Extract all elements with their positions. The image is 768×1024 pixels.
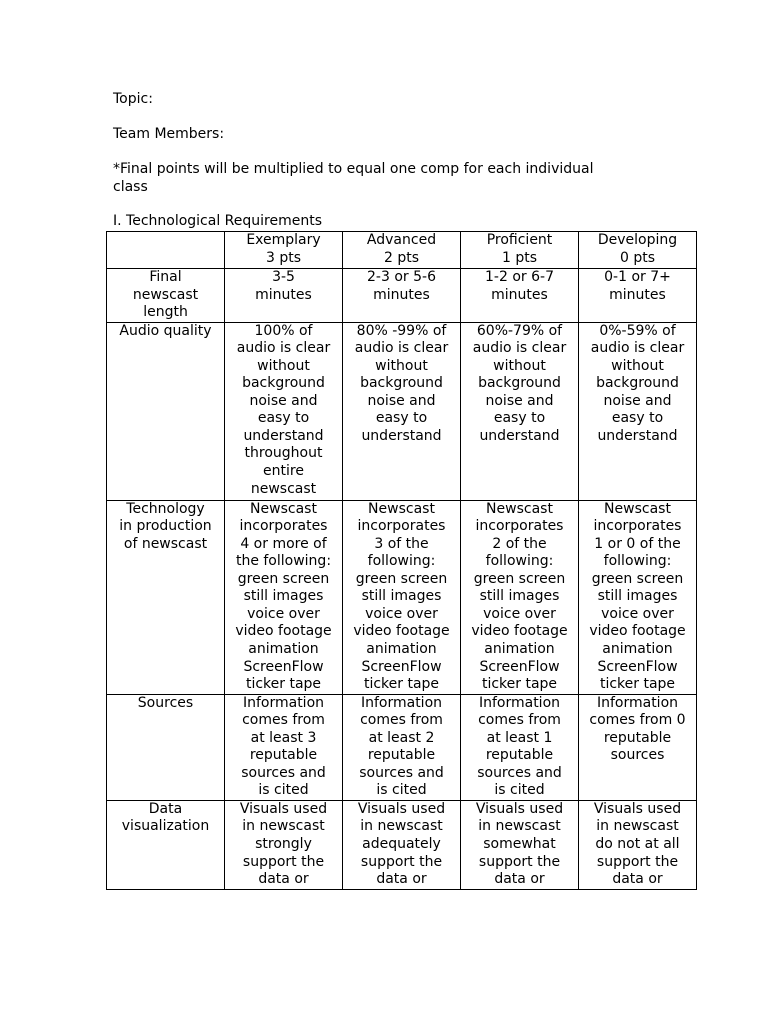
cell-text-line: in newscast: [360, 818, 443, 835]
section-title: I. Technological Requirements: [113, 213, 323, 229]
points-note-line: *Final points will be multiplied to equal one comp for each individual: [113, 161, 594, 177]
cell-text-line: in production: [119, 518, 212, 535]
cell-text-line: 4 or more of: [240, 535, 327, 552]
cell-text-line: data or: [494, 871, 545, 888]
table-row: [107, 694, 697, 800]
cell-text-line: comes from: [360, 712, 443, 729]
cell-text-line: 0%-59% of: [599, 322, 676, 339]
cell-text-line: support the: [478, 853, 561, 870]
rubric-level-header: [343, 232, 461, 269]
cell-text-line: background: [596, 375, 679, 392]
rubric-criterion-cell: [107, 800, 225, 889]
cell-text-line: newscast: [132, 286, 199, 303]
rubric-header-row: [107, 232, 697, 269]
rubric-descriptor-cell: [461, 269, 579, 323]
cell-text-line: video footage: [589, 623, 686, 640]
rubric-descriptor-cell: [225, 500, 343, 694]
cell-text-line: Advanced: [366, 232, 437, 248]
cell-text-line: data or: [258, 871, 309, 888]
cell-text-line: Visuals used: [239, 800, 328, 817]
cell-text-line: support the: [360, 853, 443, 870]
cell-text-line: without: [257, 357, 310, 374]
cell-text-line: incorporates: [593, 518, 682, 535]
cell-text-line: ScreenFlow: [597, 658, 678, 675]
cell-text-line: video footage: [353, 623, 450, 640]
cell-text-line: is cited: [494, 782, 545, 799]
cell-text-line: ticker tape: [599, 676, 676, 693]
cell-text-line: background: [360, 375, 443, 392]
cell-text-line: sources and: [359, 764, 444, 781]
points-note: [113, 161, 653, 196]
cell-text-line: strongly: [255, 836, 312, 853]
table-row: [107, 269, 697, 323]
cell-text-line: newscast: [250, 480, 317, 497]
table-row: [107, 800, 697, 889]
cell-text-line: Audio quality: [119, 322, 212, 339]
cell-text-line: Visuals used: [357, 800, 446, 817]
cell-text-line: noise and: [249, 392, 318, 409]
cell-text-line: 1 pts: [501, 249, 538, 266]
cell-text-line: audio is clear: [236, 340, 331, 357]
rubric-descriptor-cell: [461, 500, 579, 694]
cell-text-line: of newscast: [123, 535, 208, 552]
rubric-criterion-cell: [107, 694, 225, 800]
cell-text-line: incorporates: [239, 518, 328, 535]
rubric-criterion-cell: [107, 269, 225, 323]
rubric-descriptor-cell: [461, 322, 579, 500]
cell-text-line: voice over: [483, 605, 556, 622]
rubric-descriptor-cell: [343, 322, 461, 500]
cell-text-line: background: [242, 375, 325, 392]
cell-text-line: following:: [603, 553, 672, 570]
cell-text-line: comes from 0: [589, 712, 686, 729]
cell-text-line: ScreenFlow: [243, 658, 324, 675]
cell-text-line: reputable: [603, 729, 672, 746]
cell-text-line: Developing: [597, 232, 678, 248]
rubric-descriptor-cell: [579, 500, 697, 694]
team-members-label: Team Members:: [113, 126, 225, 142]
cell-text-line: video footage: [471, 623, 568, 640]
cell-text-line: still images: [597, 588, 678, 605]
cell-text-line: in newscast: [596, 818, 679, 835]
rubric-level-header: [461, 232, 579, 269]
cell-text-line: Newscast: [604, 500, 671, 517]
rubric-table: [106, 231, 697, 890]
cell-text-line: minutes: [609, 286, 666, 303]
cell-text-line: noise and: [485, 392, 554, 409]
rubric-descriptor-cell: [225, 322, 343, 500]
cell-text-line: Exemplary: [246, 232, 321, 248]
cell-text-line: Newscast: [486, 500, 553, 517]
rubric-descriptor-cell: [225, 694, 343, 800]
rubric-corner-cell: [107, 232, 225, 269]
rubric-descriptor-cell: [343, 800, 461, 889]
cell-text-line: at least 2: [368, 729, 435, 746]
cell-text-line: in newscast: [242, 818, 325, 835]
cell-text-line: easy to: [257, 410, 310, 427]
table-row: [107, 500, 697, 694]
cell-text-line: support the: [242, 853, 325, 870]
cell-text-line: still images: [243, 588, 324, 605]
cell-text-line: green screen: [237, 570, 330, 587]
cell-text-line: Visuals used: [475, 800, 564, 817]
cell-text-line: throughout: [244, 445, 323, 462]
cell-text-line: sources and: [241, 764, 326, 781]
cell-text-line: is cited: [258, 782, 309, 799]
cell-text-line: Newscast: [250, 500, 317, 517]
cell-text-line: adequately: [362, 836, 441, 853]
cell-text-line: Newscast: [368, 500, 435, 517]
cell-text-line: without: [375, 357, 428, 374]
cell-text-line: 2 of the: [492, 535, 547, 552]
cell-text-line: support the: [596, 853, 679, 870]
cell-text-line: reputable: [367, 747, 436, 764]
cell-text-line: the following:: [235, 553, 332, 570]
table-row: [107, 322, 697, 500]
cell-text-line: ticker tape: [481, 676, 558, 693]
cell-text-line: 0-1 or 7+: [604, 269, 671, 285]
cell-text-line: reputable: [485, 747, 554, 764]
cell-text-line: comes from: [242, 712, 325, 729]
cell-text-line: audio is clear: [590, 340, 685, 357]
cell-text-line: following:: [367, 553, 436, 570]
cell-text-line: incorporates: [475, 518, 564, 535]
cell-text-line: length: [143, 304, 188, 321]
cell-text-line: incorporates: [357, 518, 446, 535]
cell-text-line: data or: [376, 871, 427, 888]
cell-text-line: somewhat: [483, 836, 556, 853]
rubric-descriptor-cell: [461, 694, 579, 800]
cell-text-line: visualization: [121, 818, 210, 835]
rubric-descriptor-cell: [343, 269, 461, 323]
cell-text-line: ScreenFlow: [361, 658, 442, 675]
cell-text-line: 2 pts: [383, 249, 420, 266]
rubric-level-header: [225, 232, 343, 269]
cell-text-line: noise and: [603, 392, 672, 409]
cell-text-line: 1 or 0 of the: [594, 535, 681, 552]
cell-text-line: Information: [478, 694, 561, 711]
cell-text-line: green screen: [473, 570, 566, 587]
rubric-descriptor-cell: [579, 269, 697, 323]
cell-text-line: is cited: [376, 782, 427, 799]
cell-text-line: Data: [148, 800, 183, 817]
topic-label: Topic:: [113, 91, 153, 107]
cell-text-line: animation: [484, 641, 555, 658]
cell-text-line: 3 pts: [265, 249, 302, 266]
cell-text-line: 80% -99% of: [356, 322, 447, 339]
rubric-descriptor-cell: [343, 500, 461, 694]
cell-text-line: voice over: [365, 605, 438, 622]
rubric-descriptor-cell: [579, 694, 697, 800]
cell-text-line: understand: [479, 427, 560, 444]
cell-text-line: entire: [263, 463, 304, 480]
cell-text-line: understand: [361, 427, 442, 444]
cell-text-line: Visuals used: [593, 800, 682, 817]
cell-text-line: animation: [366, 641, 437, 658]
cell-text-line: 100% of: [254, 322, 313, 339]
cell-text-line: Proficient: [486, 232, 553, 248]
cell-text-line: audio is clear: [354, 340, 449, 357]
cell-text-line: green screen: [355, 570, 448, 587]
cell-text-line: animation: [602, 641, 673, 658]
cell-text-line: 1-2 or 6-7: [485, 269, 554, 285]
rubric-criterion-cell: [107, 500, 225, 694]
cell-text-line: ticker tape: [245, 676, 322, 693]
cell-text-line: easy to: [611, 410, 664, 427]
rubric-descriptor-cell: [579, 322, 697, 500]
cell-text-line: video footage: [235, 623, 332, 640]
rubric-level-header: [579, 232, 697, 269]
cell-text-line: Information: [242, 694, 325, 711]
rubric-descriptor-cell: [579, 800, 697, 889]
cell-text-line: understand: [597, 427, 678, 444]
cell-text-line: sources: [610, 747, 665, 764]
cell-text-line: without: [493, 357, 546, 374]
cell-text-line: data or: [612, 871, 663, 888]
cell-text-line: 2-3 or 5-6: [367, 269, 436, 285]
cell-text-line: Final: [149, 269, 182, 285]
cell-text-line: background: [478, 375, 561, 392]
rubric-criterion-cell: [107, 322, 225, 500]
cell-text-line: easy to: [493, 410, 546, 427]
cell-text-line: comes from: [478, 712, 561, 729]
cell-text-line: Information: [596, 694, 679, 711]
cell-text-line: sources and: [477, 764, 562, 781]
cell-text-line: Information: [360, 694, 443, 711]
cell-text-line: noise and: [367, 392, 436, 409]
cell-text-line: ScreenFlow: [479, 658, 560, 675]
cell-text-line: 60%-79% of: [476, 322, 563, 339]
cell-text-line: in newscast: [478, 818, 561, 835]
rubric-descriptor-cell: [461, 800, 579, 889]
cell-text-line: do not at all: [595, 836, 680, 853]
rubric-descriptor-cell: [225, 800, 343, 889]
rubric-descriptor-cell: [225, 269, 343, 323]
rubric-descriptor-cell: [343, 694, 461, 800]
cell-text-line: voice over: [247, 605, 320, 622]
cell-text-line: without: [611, 357, 664, 374]
cell-text-line: at least 1: [486, 729, 553, 746]
cell-text-line: voice over: [601, 605, 674, 622]
cell-text-line: Technology: [126, 500, 205, 517]
cell-text-line: understand: [243, 427, 324, 444]
cell-text-line: at least 3: [250, 729, 317, 746]
cell-text-line: 3-5: [272, 269, 295, 285]
cell-text-line: still images: [361, 588, 442, 605]
cell-text-line: green screen: [591, 570, 684, 587]
cell-text-line: following:: [485, 553, 554, 570]
cell-text-line: Sources: [137, 694, 194, 711]
cell-text-line: 3 of the: [374, 535, 429, 552]
cell-text-line: minutes: [491, 286, 548, 303]
cell-text-line: ticker tape: [363, 676, 440, 693]
cell-text-line: still images: [479, 588, 560, 605]
cell-text-line: audio is clear: [472, 340, 567, 357]
points-note-line: class: [113, 178, 148, 195]
cell-text-line: minutes: [373, 286, 430, 303]
cell-text-line: easy to: [375, 410, 428, 427]
cell-text-line: reputable: [249, 747, 318, 764]
cell-text-line: 0 pts: [619, 249, 656, 266]
cell-text-line: minutes: [255, 286, 312, 303]
cell-text-line: animation: [248, 641, 319, 658]
